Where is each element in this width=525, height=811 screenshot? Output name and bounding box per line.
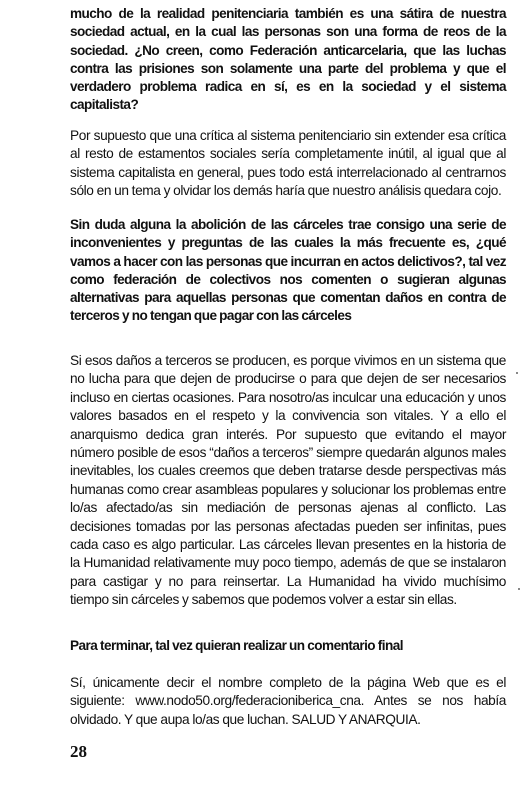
answer-paragraph-1: Por supuesto que una crítica al sistema penitenciario sin extender esa crítica al resto de estamentos sociales sería completamente inútil, al igual que al sistema capitalista en general, pues todo está interrelacionado al centrarnos sólo en un tema y olvidar los demás haría que nuestro análisis quedara cojo. [70,128,506,199]
margin-speck [518,588,520,590]
question-2: Sin duda alguna la abolición de las cárceles trae consigo una serie de inconvenientes y preguntas de las cuales la más frecuente es, ¿qué vamos a hacer con las personas que incurran en actos delictivos?, tal vez como federación de colectivos nos comenten o sugieran algunas alternativas para aquellas personas que comentan daños en contra de terceros y no tengan que pagar con las cárceles [70,217,506,324]
question-3: Para terminar, tal vez quieran realizar un comentario final [70,638,403,653]
answer-paragraph-3: Sí, únicamente decir el nombre completo de la página Web que es el siguiente: www.nodo50.org/federacioniberica_cna. Antes se nos había olvidado. Y que aupa lo/as que luchan. SALUD Y ANARQUIA. [70,675,506,727]
answer-paragraph-2: Si esos daños a terceros se producen, es porque vivimos en un sistema que no lucha para que dejen de producirse o para que dejen de ser necesarios incluso en ciertas ocasiones. Para nosotro/as inculcar una educación y unos valores basados en el respeto y la convivencia son vitales. Y a ello el anarquismo dedica gran interés. Por supuesto que evitando el mayor número posible de esos “daños a terceros” siempre quedarán algunos males inevitables, los cuales creemos que deben tratarse desde perspectivas más humanas como crear asambleas populares y solucionar los problemas entre lo/as afectado/as sin mediación de personas ajenas al conflicto. Las decisiones tomadas por las personas afectadas pueden ser infinitas, pues cada caso es algo particular. Las cárceles llevan presentes en la historia de la Humanidad relativamente muy poco tiempo, además de que se instalaron para castigar y no para reinsertar. La Humanidad ha vivido muchísimo tiempo sin cárceles y sabemos que podemos volver a estar sin ellas. [70,353,506,608]
question-continued: mucho de la realidad penitenciaria también es una sátira de nuestra sociedad actual, en la cual las personas son una forma de reos de la sociedad. ¿No creen, como Federación anticarcelaria, que las luchas contra las prisiones son solamente una parte del problema y que el verdadero problema radica en sí, es en la sociedad y el sistema capitalista? [70,6,506,113]
page-number: 28 [70,742,87,761]
margin-speck [516,372,518,374]
